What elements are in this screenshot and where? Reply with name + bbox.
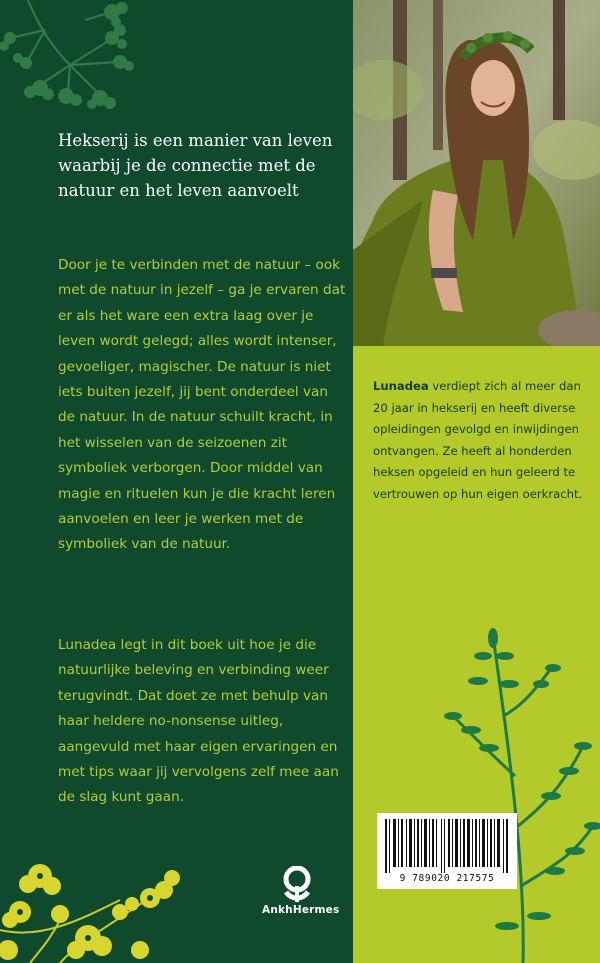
author-photo [353,0,600,346]
blurb-paragraph-1: Door je te verbinden met de natuur – ook met de natuur in jezelf – ga je ervaren dat er als het ware een extra laag over je leven wordt gelegd; alles wordt intenser, gevoeliger, magischer. De natuur is niet iets buiten jezelf, jij bent onderdeel van de natuur. In de natuur schuilt kracht, in het wisselen van de seizoenen zit symboliek verborgen. Door middel van magie en rituelen kun je die kracht leren aanvoelen en leer je werken met de symboliek van de natuur. [58,257,346,553]
mugwort-plant-icon [443,626,600,963]
yellow-flowers-icon [0,850,200,963]
publisher-logo-icon [280,866,314,902]
author-bio [373,376,595,505]
barcode-icon [385,819,509,873]
isbn-barcode [377,813,517,889]
author-name: Lunadea [373,379,429,393]
author-bio-text: verdiept zich al meer dan 20 jaar in hekserij en heeft diverse opleidingen gevolgd en inwijdingen ontvangen. Ze heeft al honderden heksen opgeleid en hun geleerd te vertrouwen op hun eigen oerkracht. [373,379,583,501]
publisher-logo [262,866,340,916]
author-photo-image [353,0,600,346]
back-cover-heading: Hekserij is een manier van leven waarbij je de connectie met de natuur en het leven aanvoelt [58,131,333,200]
umbellifer-plant-icon [0,0,140,120]
publisher-name: AnkhHermes [262,904,340,916]
blurb-paragraph-2: Lunadea legt in dit boek uit hoe je die natuurlijke beleving en verbinding weer terugvindt. Dat doet ze met behulp van haar heldere no-nonsense uitleg, aangevuld met haar eigen ervaringen en met tips waar jij vervolgens zelf mee aan de slag kunt gaan. [58,637,339,806]
isbn-number: 9 789020 217575 [399,873,495,884]
